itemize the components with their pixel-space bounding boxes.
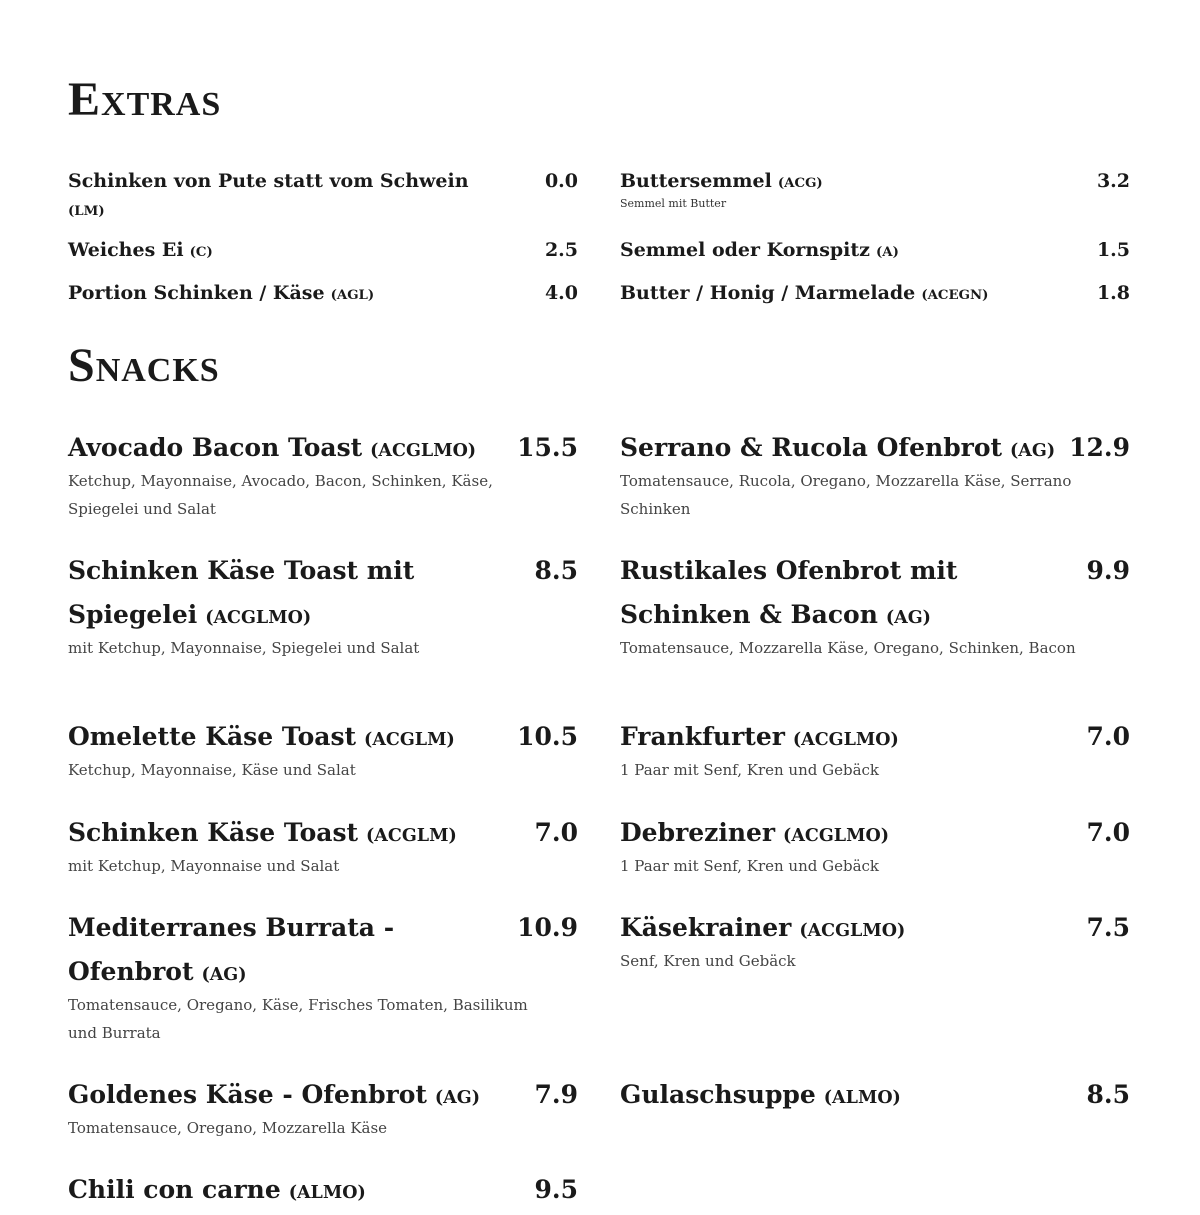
- item-allergens: (A): [876, 245, 899, 260]
- menu-item: [68, 1168, 578, 1215]
- item-allergens: (AG): [1010, 441, 1056, 461]
- item-price: 10.5: [517, 722, 578, 751]
- item-price: 7.9: [534, 1080, 578, 1109]
- item-name: Semmel oder Kornspitz: [620, 239, 870, 261]
- menu-item: [68, 549, 578, 662]
- item-price: 8.5: [534, 556, 578, 585]
- item-allergens: (ACGLMO): [792, 730, 899, 750]
- item-name: Butter / Honig / Marmelade: [620, 282, 916, 304]
- menu-item: [620, 236, 1130, 267]
- item-price: 1.8: [1096, 282, 1130, 304]
- item-price: 9.9: [1086, 556, 1130, 585]
- item-description: Tomatensauce, Rucola, Oregano, Mozzarella Käse, Serrano Schinken: [620, 472, 1072, 518]
- menu-item: [68, 426, 578, 523]
- item-price: 9.5: [534, 1175, 578, 1204]
- item-name: Schinken Käse Toast mit Spiegelei: [68, 556, 415, 629]
- item-allergens: (LM): [68, 204, 105, 219]
- item-price: 12.9: [1069, 433, 1130, 462]
- item-name: Schinken Käse Toast: [68, 818, 359, 847]
- menu-item: [620, 167, 1130, 212]
- item-name: Weiches Ei: [68, 239, 184, 261]
- menu-item: [68, 279, 578, 310]
- item-description: 1 Paar mit Senf, Kren und Gebäck: [620, 761, 880, 779]
- item-allergens: (C): [189, 245, 213, 260]
- menu-item: [620, 1073, 1130, 1120]
- item-name: Schinken von Pute statt vom Schwein: [68, 170, 469, 192]
- item-description: Ketchup, Mayonnaise, Avocado, Bacon, Schinken, Käse, Spiegelei und Salat: [68, 472, 493, 518]
- item-price: 7.0: [534, 818, 578, 847]
- menu-item: [68, 715, 578, 784]
- item-name: Goldenes Käse - Ofenbrot: [68, 1080, 427, 1109]
- menu-item: [68, 906, 578, 1047]
- item-allergens: (ACGLMO): [370, 441, 477, 461]
- item-description: Ketchup, Mayonnaise, Käse und Salat: [68, 761, 356, 779]
- item-price: 8.5: [1086, 1080, 1130, 1109]
- item-name: Portion Schinken / Käse: [68, 282, 325, 304]
- item-price: 7.0: [1086, 818, 1130, 847]
- item-description: Tomatensauce, Oregano, Mozzarella Käse: [68, 1119, 388, 1137]
- menu-item: [68, 167, 578, 226]
- item-price: 15.5: [517, 433, 578, 462]
- menu-item: [68, 236, 578, 267]
- item-allergens: (AG): [201, 965, 247, 985]
- item-description: mit Ketchup, Mayonnaise, Spiegelei und Salat: [68, 639, 420, 657]
- item-allergens: (ACG): [777, 176, 823, 191]
- item-description: Senf, Kren und Gebäck: [620, 952, 796, 970]
- item-name: Debreziner: [620, 818, 776, 847]
- snacks-section-title: Snacks: [68, 339, 220, 392]
- item-allergens: (ACGLM): [366, 826, 457, 846]
- item-name: Gulaschsuppe: [620, 1080, 816, 1109]
- item-allergens: (ACGLMO): [799, 921, 906, 941]
- item-price: 1.5: [1096, 239, 1130, 261]
- item-name: Omelette Käse Toast: [68, 722, 357, 751]
- item-allergens: (ACGLMO): [205, 608, 312, 628]
- menu-item: [620, 549, 1130, 662]
- item-description: Semmel mit Butter: [620, 197, 727, 210]
- item-allergens: (ACEGN): [921, 288, 989, 303]
- item-name: Buttersemmel: [620, 170, 772, 192]
- item-allergens: (AGL): [330, 288, 375, 303]
- item-name: Chili con carne: [68, 1175, 281, 1204]
- item-price: 4.0: [544, 282, 578, 304]
- item-allergens: (AG): [885, 608, 931, 628]
- item-name: Frankfurter: [620, 722, 785, 751]
- menu-item: [68, 811, 578, 880]
- item-price: 0.0: [544, 170, 578, 192]
- extras-section-title: Extras: [68, 73, 222, 126]
- menu-item: [620, 811, 1130, 880]
- item-allergens: (AG): [434, 1088, 480, 1108]
- item-price: 10.9: [517, 913, 578, 942]
- item-allergens: (ACGLMO): [783, 826, 889, 846]
- menu-item: [620, 426, 1130, 523]
- item-name: Mediterranes Burrata - Ofenbrot: [68, 913, 395, 986]
- item-price: 7.0: [1086, 722, 1130, 751]
- item-name: Käsekrainer: [620, 913, 792, 942]
- item-name: Rustikales Ofenbrot mit Schinken & Bacon: [620, 556, 958, 629]
- item-allergens: (ALMO): [288, 1183, 366, 1203]
- item-price: 2.5: [544, 239, 578, 261]
- item-price: 3.2: [1096, 170, 1130, 192]
- item-description: Tomatensauce, Mozzarella Käse, Oregano, Schinken, Bacon: [620, 639, 1076, 657]
- item-description: 1 Paar mit Senf, Kren und Gebäck: [620, 857, 880, 875]
- item-name: Avocado Bacon Toast: [68, 433, 363, 462]
- menu-item: [68, 1073, 578, 1142]
- item-name: Serrano & Rucola Ofenbrot: [620, 433, 1003, 462]
- item-description: mit Ketchup, Mayonnaise und Salat: [68, 857, 340, 875]
- menu-item: [620, 279, 1130, 310]
- item-description: Tomatensauce, Oregano, Käse, Frisches Tomaten, Basilikum und Burrata: [68, 996, 528, 1042]
- menu-item: [620, 906, 1130, 975]
- item-allergens: (ALMO): [823, 1088, 901, 1108]
- item-allergens: (ACGLM): [364, 730, 455, 750]
- item-price: 7.5: [1086, 913, 1130, 942]
- menu-item: [620, 715, 1130, 784]
